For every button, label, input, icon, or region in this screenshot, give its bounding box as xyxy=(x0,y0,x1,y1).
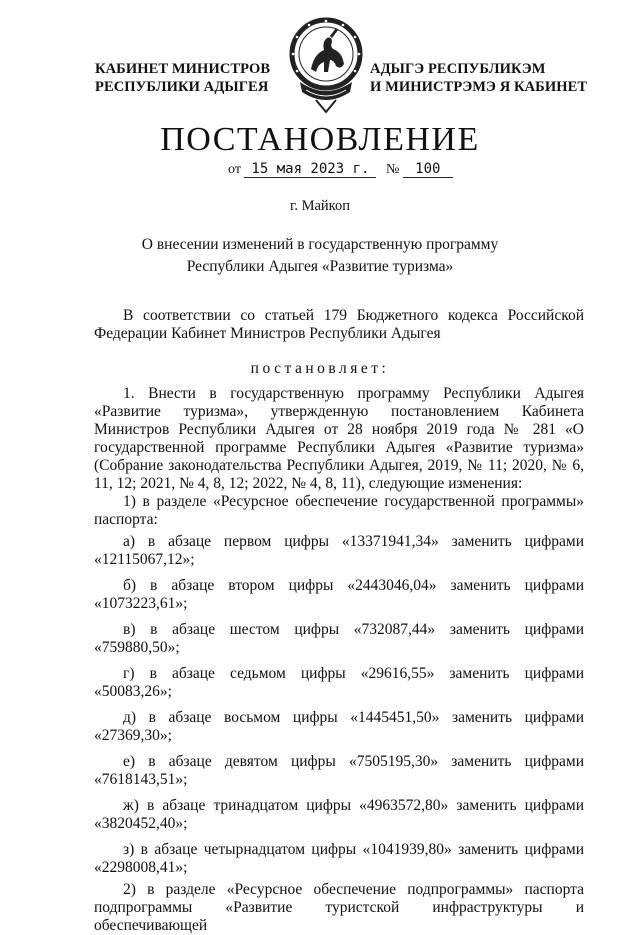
paragraph-b: б) в абзаце втором цифры «2443046,04» заменить цифрами «1073223,61»; xyxy=(94,577,584,612)
paragraph-1-1: 1) в разделе «Ресурсное обеспечение государственной программы» паспорта: xyxy=(94,493,584,528)
header-right-line2: И МИНИСТРЭМЭ Я КАБИНЕТ xyxy=(370,79,588,95)
paragraph-d: д) в абзаце восьмом цифры «1445451,50» заменить цифрами «27369,30»; xyxy=(94,709,584,744)
coat-of-arms-icon xyxy=(286,14,366,114)
header-left-line2: РЕСПУБЛИКИ АДЫГЕЯ xyxy=(95,79,269,95)
document-number: 100 xyxy=(403,161,453,178)
header-right xyxy=(370,60,587,96)
paragraph-a: а) в абзаце первом цифры «13371941,34» заменить цифрами «12115067,12»; xyxy=(94,533,584,568)
resolves-heading: постановляет: xyxy=(250,360,390,377)
date-line xyxy=(228,160,453,180)
date-prefix: от xyxy=(228,162,241,177)
paragraph-2: 2) в разделе «Ресурсное обеспечение подпрограммы» паспорта подпрограммы «Развитие туристской инфраструктуры и обеспечивающей xyxy=(94,881,584,934)
paragraph-1: 1. Внести в государственную программу Республики Адыгея «Развитие туризма», утвержденную постановлением Кабинета Министров Республики Адыгея от 28 ноября 2019 года № 281 «О государственной программе Республики Адыгея «Развитие туризма» (Собрание законодательства Республики Адыгея, 2019, № 11; 2020, № 6, 11, 12; 2021, № 4, 8, 12; 2022, № 4, 8, 11), следующие изменения: xyxy=(94,385,584,492)
paragraph-e: е) в абзаце девятом цифры «7505195,30» заменить цифрами «7618143,51»; xyxy=(94,753,584,788)
main-text xyxy=(94,385,584,935)
header-left-line1: КАБИНЕТ МИНИСТРОВ xyxy=(95,61,271,77)
paragraph-z: з) в абзаце четырнадцатом цифры «1041939,80» заменить цифрами «2298008,41»; xyxy=(94,841,584,876)
basis-paragraph xyxy=(94,307,584,343)
header-right-line1: АДЫГЭ РЕСПУБЛИКЭМ xyxy=(370,61,546,77)
basis-text: В соответствии со статьей 179 Бюджетного кодекса Российской Федерации Кабинет Министров Республики Адыгея xyxy=(94,307,584,342)
date-value: 15 мая 2023 г. xyxy=(244,161,376,178)
document-title: ПОСТАНОВЛЕНИЕ xyxy=(160,121,480,158)
number-sign: № xyxy=(385,162,400,177)
subject xyxy=(0,234,640,278)
paragraph-g: г) в абзаце седьмом цифры «29616,55» заменить цифрами «50083,26»; xyxy=(94,665,584,700)
subject-line2: Республики Адыгея «Развитие туризма» xyxy=(186,258,454,275)
paragraph-v: в) в абзаце шестом цифры «732087,44» заменить цифрами «759880,50»; xyxy=(94,621,584,656)
city: г. Майкоп xyxy=(290,198,350,214)
paragraph-zh: ж) в абзаце тринадцатом цифры «4963572,80» заменить цифрами «3820452,40»; xyxy=(94,797,584,832)
header-left xyxy=(95,60,270,96)
subject-line1: О внесении изменений в государственную программу xyxy=(141,236,499,253)
